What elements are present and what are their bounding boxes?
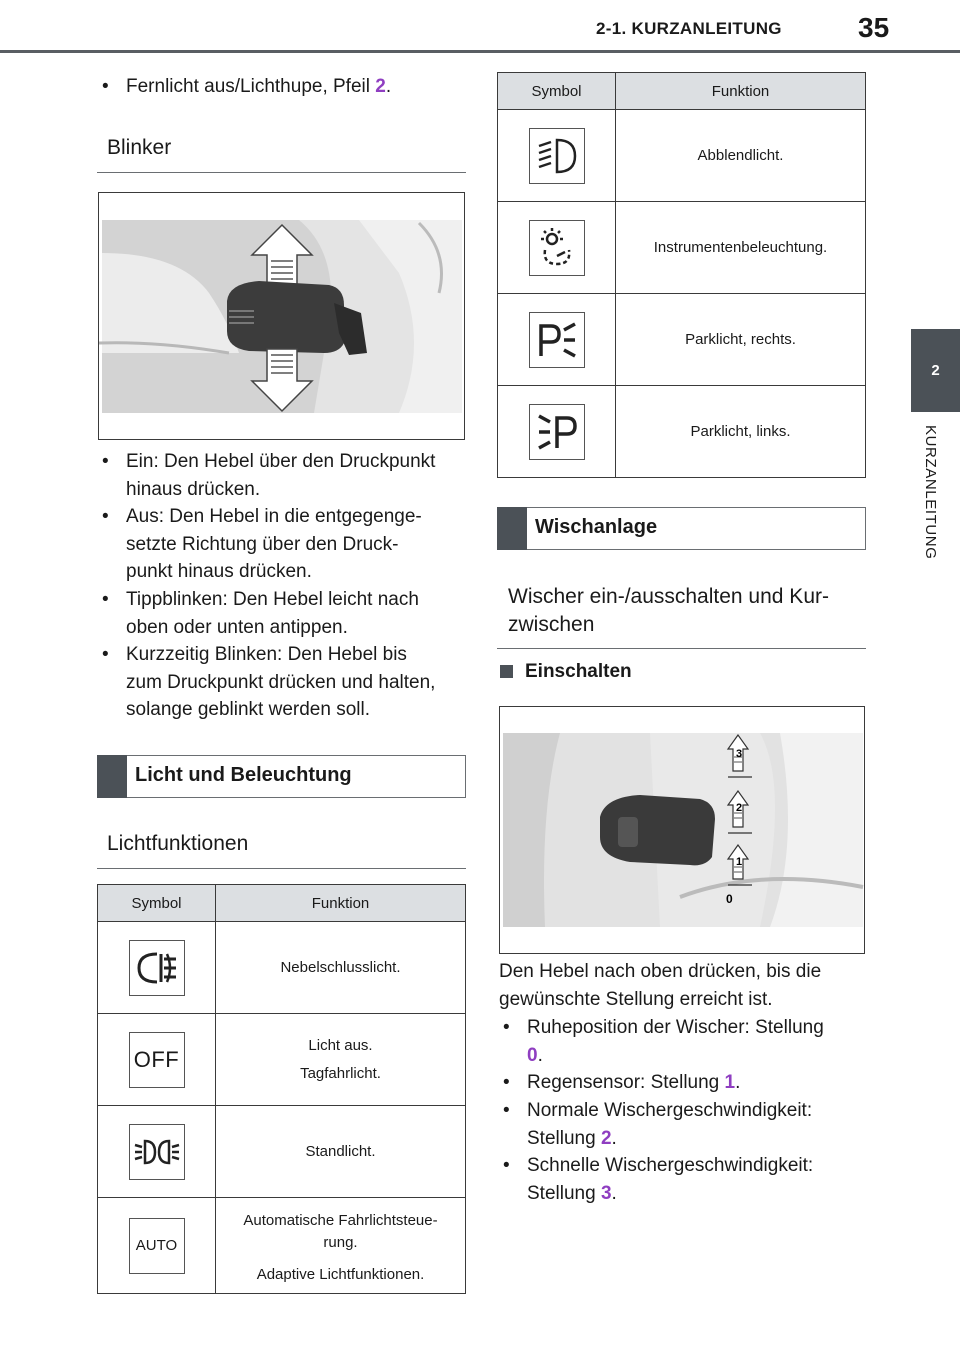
wiper-lever-figure bbox=[499, 706, 865, 954]
function-text: Adaptive Lichtfunktionen. bbox=[256, 1265, 425, 1283]
paragraph-line: Den Hebel nach oben drücken, bis die bbox=[499, 961, 822, 982]
table-row bbox=[498, 294, 866, 386]
intro-bullet-text: Fernlicht aus/Lichthupe, Pfeil bbox=[126, 76, 370, 97]
lichtfunktionen-heading: Lichtfunktionen bbox=[107, 832, 249, 855]
col-funktion-header: Funktion bbox=[616, 73, 866, 110]
wiper-bullet: • Schnelle Wischergeschwindigkeit: Stellung 3. bbox=[499, 1152, 869, 1207]
header-rule bbox=[0, 50, 960, 53]
blinker-rule bbox=[97, 172, 466, 173]
auto-symbol-text: AUTO bbox=[135, 1237, 178, 1254]
off-symbol-text: OFF bbox=[133, 1046, 180, 1072]
bullet-line: Aus: Den Hebel in die entgegenge- bbox=[126, 506, 422, 527]
blinker-heading: Blinker bbox=[107, 136, 172, 159]
bullet-line: Tippblinken: Den Hebel leicht nach bbox=[126, 589, 419, 610]
function-text: Standlicht. bbox=[305, 1142, 376, 1160]
blinker-bullet: • Aus: Den Hebel in die entgegenge- setzte Richtung über den Druck- punkt hinaus drücken. bbox=[98, 503, 468, 586]
bullet-line: Stellung bbox=[527, 1127, 596, 1149]
bullet-line: oben oder unten antippen. bbox=[126, 616, 348, 638]
position-ref-2: 2 bbox=[600, 1127, 612, 1149]
wiper-paragraph bbox=[499, 958, 869, 1013]
blinker-bullet: • Tippblinken: Den Hebel leicht nach oben oder unten antippen. bbox=[98, 586, 468, 641]
bullet-line: Normale Wischergeschwindigkeit: bbox=[527, 1100, 813, 1121]
function-cell bbox=[216, 922, 466, 1014]
parking-light-right-icon bbox=[529, 312, 585, 368]
function-text: Automatische Fahrlichtsteue- bbox=[243, 1211, 438, 1229]
function-cell bbox=[616, 386, 866, 478]
bullet-line: Schnelle Wischergeschwindigkeit: bbox=[527, 1155, 814, 1176]
light-functions-table-right bbox=[497, 72, 866, 478]
position-ref-3: 3 bbox=[600, 1182, 612, 1204]
wischanlage-section-title-box bbox=[497, 507, 866, 550]
parking-light-left-icon bbox=[529, 404, 585, 460]
bullet-line: Regensensor: Stellung bbox=[527, 1072, 720, 1093]
off-symbol bbox=[129, 1032, 185, 1088]
wiper-position-3-label: 3 bbox=[736, 748, 743, 760]
function-text: Nebelschlusslicht. bbox=[280, 958, 401, 976]
col-symbol-header: Symbol bbox=[498, 73, 616, 110]
bullet-line: Kurzzeitig Blinken: Den Hebel bis bbox=[126, 644, 407, 665]
bullet-line: Stellung bbox=[527, 1182, 596, 1204]
function-text: Abblendlicht. bbox=[697, 146, 784, 164]
symbol-cell bbox=[498, 294, 616, 386]
bullet-line: Ein: Den Hebel über den Druckpunkt bbox=[126, 451, 436, 472]
position-ref-1: 1 bbox=[724, 1072, 736, 1093]
symbol-cell bbox=[98, 1198, 216, 1294]
turn-signal-lever-illustration bbox=[99, 193, 465, 440]
licht-section-title: Licht und Beleuchtung bbox=[135, 764, 352, 786]
bullet-line: punkt hinaus drücken. bbox=[126, 561, 312, 582]
bullet-line: Ruheposition der Wischer: Stellung bbox=[527, 1017, 824, 1038]
bullet-line: solange geblinkt werden soll. bbox=[126, 699, 370, 720]
lichtfunktionen-rule bbox=[97, 868, 466, 869]
function-cell bbox=[616, 110, 866, 202]
wiper-position-2-label: 2 bbox=[736, 802, 743, 814]
table-row bbox=[98, 1198, 466, 1294]
chapter-tab[interactable] bbox=[911, 329, 960, 412]
function-cell bbox=[216, 1106, 466, 1198]
wiper-position-1-label: 1 bbox=[736, 856, 743, 868]
section-header: 2-1. KURZANLEITUNG bbox=[596, 19, 782, 38]
function-text: rung. bbox=[323, 1233, 358, 1251]
instrument-lighting-icon bbox=[529, 220, 585, 276]
turn-signal-lever-figure bbox=[98, 192, 465, 440]
function-text: Parklicht, links. bbox=[690, 422, 791, 440]
wiper-bullet: • Normale Wischergeschwindigkeit: Stellung 2. bbox=[499, 1097, 869, 1152]
symbol-cell bbox=[98, 1106, 216, 1198]
wischanlage-section-title: Wischanlage bbox=[535, 516, 658, 538]
title-bar bbox=[97, 755, 127, 798]
page-number: 35 bbox=[858, 12, 890, 43]
blinker-bullet: • Kurzzeitig Blinken: Den Hebel bis zum Druckpunkt drücken und halten, solange geblinkt werden soll. bbox=[98, 641, 468, 724]
wischer-heading-line: zwischen bbox=[508, 613, 595, 636]
table-row bbox=[498, 202, 866, 294]
function-cell bbox=[216, 1014, 466, 1106]
function-text: Tagfahrlicht. bbox=[300, 1064, 381, 1082]
table-row bbox=[498, 386, 866, 478]
intro-bullet: • Fernlicht aus/Lichthupe, Pfeil 2. bbox=[102, 76, 392, 97]
low-beam-icon bbox=[529, 128, 585, 184]
light-functions-table-left bbox=[97, 884, 466, 1294]
rear-fog-light-icon bbox=[129, 940, 185, 996]
position-ref-0: 0 bbox=[527, 1044, 538, 1066]
symbol-cell bbox=[498, 110, 616, 202]
einschalten-heading-text: Einschalten bbox=[525, 661, 632, 682]
symbol-cell bbox=[498, 386, 616, 478]
wischer-heading bbox=[508, 583, 829, 639]
table-row bbox=[98, 1106, 466, 1198]
chapter-label: KURZANLEITUNG bbox=[922, 425, 939, 560]
auto-symbol bbox=[129, 1218, 185, 1274]
bullet-line: zum Druckpunkt drücken und halten, bbox=[126, 671, 436, 693]
einschalten-heading bbox=[500, 658, 632, 686]
table-header-row bbox=[498, 73, 866, 110]
wischer-rule bbox=[497, 648, 866, 649]
function-text: Instrumentenbeleuchtung. bbox=[653, 238, 828, 256]
col-symbol-header: Symbol bbox=[98, 885, 216, 922]
function-cell bbox=[216, 1198, 466, 1294]
table-row bbox=[498, 110, 866, 202]
blinker-bullet: • Ein: Den Hebel über den Druckpunkt hinaus drücken. bbox=[98, 448, 468, 503]
side-light-icon bbox=[129, 1124, 185, 1180]
table-row bbox=[98, 922, 466, 1014]
licht-section-title-box bbox=[97, 755, 466, 798]
arrow-ref-2: 2 bbox=[375, 76, 386, 97]
function-cell bbox=[616, 202, 866, 294]
table-header-row bbox=[98, 885, 466, 922]
wiper-bullet: • Regensensor: Stellung 1. bbox=[503, 1072, 741, 1093]
bullet-line: hinaus drücken. bbox=[126, 478, 261, 500]
wiper-position-0-label: 0 bbox=[726, 892, 733, 906]
symbol-cell bbox=[98, 1014, 216, 1106]
symbol-cell bbox=[498, 202, 616, 294]
function-text: Parklicht, rechts. bbox=[685, 330, 796, 348]
bullet-line: setzte Richtung über den Druck- bbox=[126, 533, 399, 555]
wischer-heading-line: Wischer ein-/ausschalten und Kur- bbox=[508, 585, 829, 608]
function-text: Licht aus. bbox=[308, 1036, 373, 1054]
col-funktion-header: Funktion bbox=[216, 885, 466, 922]
chapter-number: 2 bbox=[931, 362, 940, 379]
wiper-lever-illustration bbox=[500, 707, 865, 954]
symbol-cell bbox=[98, 922, 216, 1014]
wiper-bullet: • Ruheposition der Wischer: Stellung 0. bbox=[499, 1014, 869, 1069]
paragraph-line: gewünschte Stellung erreicht ist. bbox=[499, 988, 773, 1010]
title-bar bbox=[497, 507, 527, 550]
square-marker-icon bbox=[500, 665, 513, 678]
function-cell bbox=[616, 294, 866, 386]
table-row bbox=[98, 1014, 466, 1106]
